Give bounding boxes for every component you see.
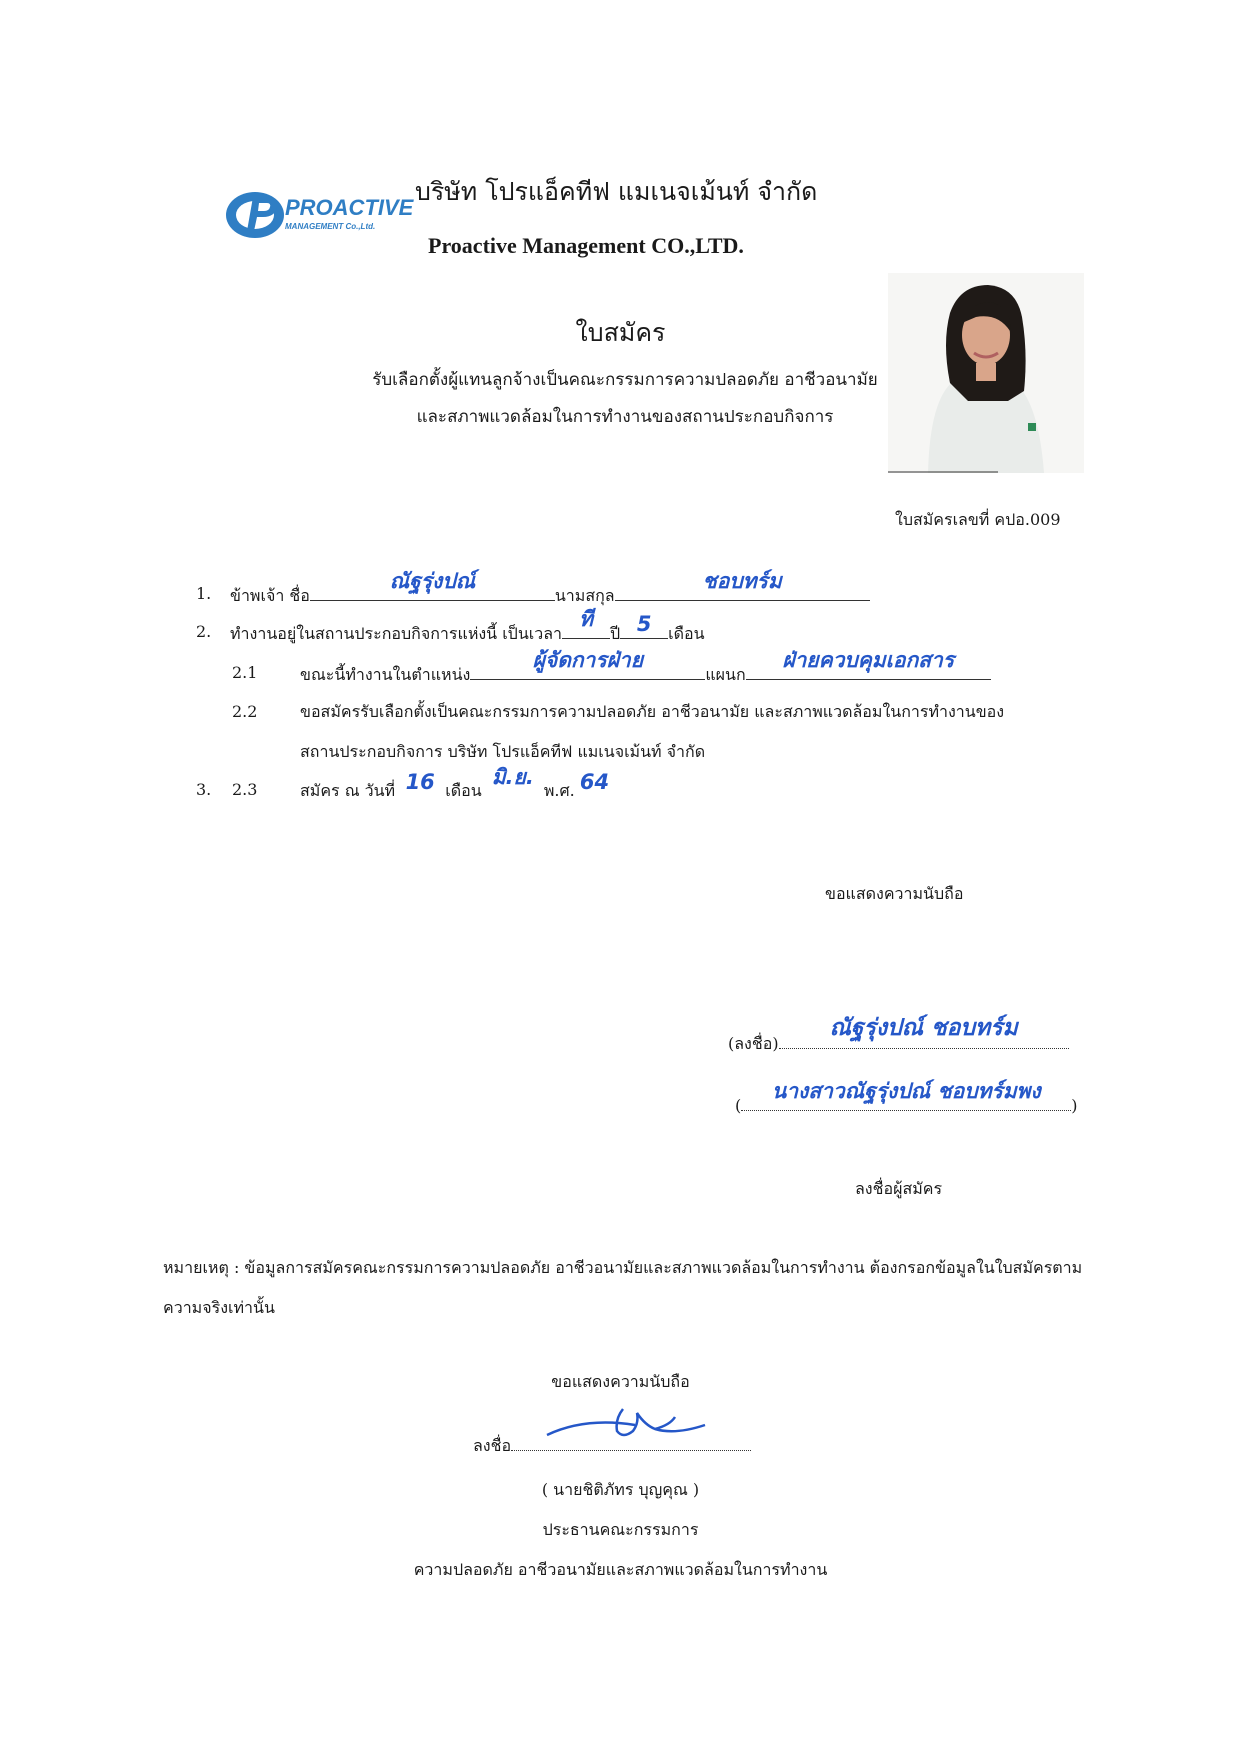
- item-2-1-row: [300, 648, 991, 688]
- month-label: เดือน: [445, 781, 482, 800]
- remark-note: หมายเหตุ : ข้อมูลการสมัครคณะกรรมการความปลอดภัย อาชีวอนามัยและสภาพแวดล้อมในการทำงาน ต้องกรอกข้อมูลในใบสมัครตามความจริงเท่านั้น: [163, 1258, 1083, 1317]
- name-label: ข้าพเจ้า ชื่อ: [230, 586, 310, 605]
- position-field[interactable]: [470, 648, 705, 680]
- date-label: สมัคร ณ วันที่: [300, 781, 396, 800]
- day-field[interactable]: [400, 770, 440, 796]
- application-number: ใบสมัครเลขที่ คปอ.009: [895, 510, 1061, 529]
- full-name-row: [735, 1079, 1078, 1115]
- full-name-close: ): [1071, 1096, 1078, 1115]
- years-value: ที: [579, 607, 593, 631]
- chair-committee: ความปลอดภัย อาชีวอนามัยและสภาพแวดล้อมในการทำงาน: [413, 1560, 828, 1579]
- years-label: ปี: [610, 624, 621, 643]
- department-value: ฝ่ายควบคุมเอกสาร: [782, 648, 955, 672]
- full-name-field[interactable]: [741, 1079, 1071, 1111]
- chair-title: ประธานคณะกรรมการ: [542, 1520, 699, 1539]
- item-3-number: 3.: [196, 780, 212, 799]
- months-value: 5: [636, 612, 652, 636]
- year-label: พ.ศ.: [543, 781, 575, 800]
- form-subtitle: [300, 362, 950, 436]
- item-2-row: [230, 607, 705, 647]
- applicant-photo: [888, 273, 1084, 473]
- item-2-2-line-1: ขอสมัครรับเลือกตั้งเป็นคณะกรรมการความปลอดภัย อาชีวอนามัย และสภาพแวดล้อมในการทำงานของ: [300, 702, 1005, 721]
- item-2-2-line-2: สถานประกอบกิจการ บริษัท โปรแอ็คทีฟ แมเนจเม้นท์ จำกัด: [300, 742, 706, 761]
- surname-field[interactable]: [615, 569, 870, 601]
- months-field[interactable]: [620, 612, 668, 639]
- signature-value: ณัฐรุ่งปณ์ ชอบทร์ม: [829, 1015, 1018, 1041]
- item-2-2-number: 2.2: [232, 702, 258, 721]
- first-name-field[interactable]: [310, 569, 555, 601]
- department-label: แผนก: [705, 665, 746, 684]
- item-1-number: 1.: [196, 584, 212, 603]
- full-name-value: นางสาวณัฐรุ่งปณ์ ชอบทร์มพง: [771, 1079, 1041, 1103]
- years-field[interactable]: [562, 607, 610, 639]
- form-title: ใบสมัคร: [575, 318, 666, 347]
- company-logo: [225, 185, 414, 245]
- day-value: 16: [405, 770, 435, 794]
- item-2-1-number: 2.1: [232, 663, 258, 682]
- item-1-row: [230, 569, 870, 609]
- month-field[interactable]: [487, 765, 539, 796]
- item-2-number: 2.: [196, 622, 212, 641]
- sign-label: (ลงชื่อ): [728, 1034, 779, 1053]
- logo-sub-text: MANAGEMENT Co.,Ltd.: [285, 222, 376, 231]
- month-value: มิ.ย.: [491, 765, 534, 789]
- signature-field[interactable]: [779, 1015, 1069, 1049]
- position-label: ขณะนี้ทำงานในตำแหน่ง: [300, 665, 471, 684]
- department-field[interactable]: [746, 648, 991, 680]
- chair-regards: ขอแสดงความนับถือ: [551, 1372, 690, 1391]
- regards-text: ขอแสดงความนับถือ: [825, 884, 964, 903]
- tenure-label: ทำงานอยู่ในสถานประกอบกิจการแห่งนี้ เป็นเวลา: [230, 624, 562, 643]
- logo-brand-text: PROACTIVE: [285, 195, 414, 220]
- year-value: 64: [579, 770, 610, 794]
- chair-signature-mark: [545, 1395, 715, 1455]
- chair-sign-label: ลงชื่อ: [473, 1436, 512, 1455]
- proactive-logo-icon: [225, 185, 414, 245]
- applicant-signature-row: [728, 1015, 1069, 1057]
- item-2-3-number: 2.3: [232, 780, 258, 799]
- position-value: ผู้จัดการฝ่าย: [532, 648, 644, 672]
- company-name-en: Proactive Management CO.,LTD.: [428, 233, 744, 258]
- applicant-signature-label: ลงชื่อผู้สมัคร: [855, 1179, 943, 1198]
- year-field[interactable]: [579, 770, 614, 796]
- first-name-value: ณัฐรุ่งปณ์: [389, 569, 476, 593]
- full-name-open: (: [735, 1096, 742, 1115]
- chair-name: ( นายชิติภัทร บุญคุณ ): [541, 1480, 700, 1499]
- surname-value: ชอบทร์ม: [702, 569, 782, 593]
- item-2-3-row: [300, 765, 614, 804]
- subtitle-line-2: และสภาพแวดล้อมในการทำงานของสถานประกอบกิจการ: [416, 407, 834, 427]
- company-name-th: บริษัท โปรแอ็คทีฟ แมเนจเม้นท์ จำกัด: [415, 177, 818, 206]
- subtitle-line-1: รับเลือกตั้งผู้แทนลูกจ้างเป็นคณะกรรมการความปลอดภัย อาชีวอนามัย: [372, 370, 878, 390]
- surname-label: นามสกุล: [554, 586, 615, 605]
- months-label: เดือน: [668, 624, 705, 643]
